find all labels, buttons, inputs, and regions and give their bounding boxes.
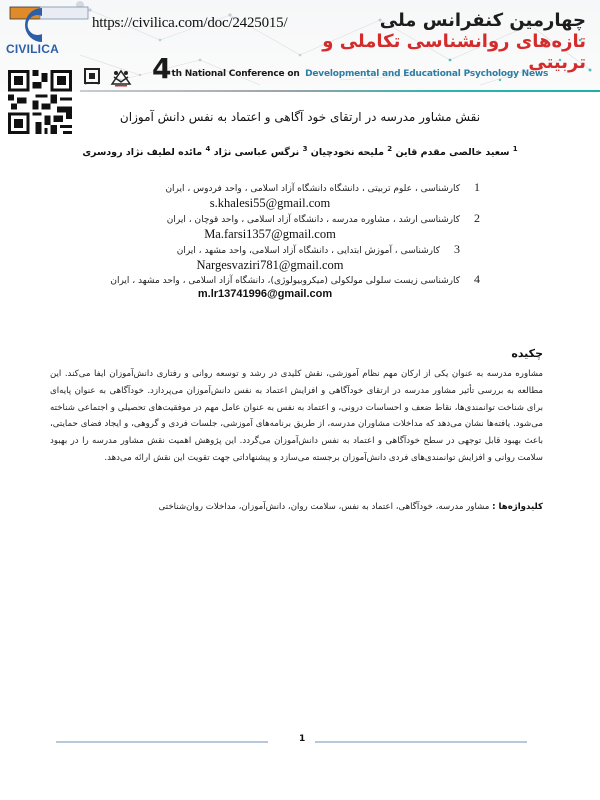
- affiliation-text: کارشناسی زیست سلولی مولکولی (میکروبیولوژی)، دانشگاه آزاد اسلامی ، واحد مشهد ، ایران: [110, 276, 460, 286]
- conference-banner: [0, 0, 600, 92]
- author-index: 1: [512, 145, 518, 153]
- footer-rule-left: [56, 741, 268, 743]
- author-email[interactable]: Ma.farsi1357@gmail.com: [204, 227, 336, 241]
- paper-title: نقش مشاور مدرسه در ارتقای خود آگاهی و اعتماد به نفس دانش آموزان: [119, 110, 481, 124]
- source-url-link[interactable]: https://civilica.com/doc/2425015/: [92, 15, 288, 31]
- qr-code-icon[interactable]: [8, 70, 72, 134]
- affiliation-number: 1: [474, 180, 480, 194]
- banner-divider: [80, 90, 600, 92]
- organizer-logos: [84, 68, 132, 88]
- footer-rule-right: [315, 741, 527, 743]
- affiliation-number: 2: [474, 211, 480, 225]
- author-index: 3: [302, 145, 308, 153]
- affiliation-text: کارشناسی ، آموزش ابتدایی ، دانشگاه آزاد اسلامی، واحد مشهد ، ایران: [176, 246, 440, 256]
- affiliation-number: 3: [454, 242, 460, 256]
- conference-title-en: [152, 54, 548, 89]
- author-name: ملیحه نخودچیان: [310, 147, 384, 159]
- conference-edition-suffix: th National Conference on: [171, 69, 300, 79]
- author-name: سعید خالصی مقدم قاین: [395, 147, 510, 159]
- conference-title-en-highlight: Developmental and Educational Psychology News: [305, 69, 549, 79]
- keywords-text: مشاور مدرسه، خودآگاهی، اعتماد به نفس، سلامت روان، دانش‌آموزان، مداخلات روان‌شناختی: [158, 502, 490, 512]
- abstract-body: مشاوره مدرسه به عنوان یکی از ارکان مهم نظام آموزشی، نقش کلیدی در رشد و توسعه روانی و رفتاری دانش‌آموزان ایفا می‌کند. این مطالعه به بررسی تأثیر مشاور مدرسه در ارتقای خودآگاهی و افزایش اعتماد به نفس دانش‌آموزان می‌پردازد. خودآگاهی به عنوان پایه‌ای برای شناخت توانمندی‌ها، نقاط ضعف و احساسات درونی، و اعتماد به نفس به عنوان عامل مهم در موفقیت‌های تحصیلی و اجتماعی شناخته می‌شود. یافته‌ها نشان می‌دهد که مداخلات مشاوران مدرسه، از طریق برنامه‌های آموزشی، جلسات فردی و گروهی، و ایجاد فضای حمایتی، باعث بهبود قابل توجهی در سطح خودآگاهی و اعتماد به نفس دانش‌آموزان می‌گردد. این پژوهش اهمیت نقش مشاور مدرسه را در بهبود سلامت روانی و افزایش توانمندی‌های فردی دانش‌آموزان برجسته می‌سازد و پیشنهاداتی جهت تقویت این نقش ارائه می‌دهد.: [50, 369, 543, 463]
- keywords-label: کلیدواژه‌ها :: [492, 502, 543, 512]
- affiliation-text: کارشناسی ارشد ، مشاوره مدرسه ، دانشگاه آزاد اسلامی ، واحد قوچان ، ایران: [166, 215, 460, 225]
- affiliation-text: کارشناسی ، علوم تربیتی ، دانشگاه دانشگاه آزاد اسلامی ، واحد فردوس ، ایران: [165, 184, 460, 194]
- author-index: 4: [205, 145, 211, 153]
- author-index: 2: [387, 145, 393, 153]
- affiliation-1: [100, 180, 480, 211]
- author-email[interactable]: s.khalesi55@gmail.com: [209, 196, 331, 210]
- author-list: [0, 145, 600, 158]
- conference-title-fa-prefix: چهارمین کنفرانس ملی: [379, 10, 586, 31]
- page-footer: [56, 734, 488, 748]
- affiliation-number: 4: [474, 272, 480, 286]
- affiliation-2: [100, 211, 480, 242]
- affiliation-4: [90, 272, 480, 300]
- author-email[interactable]: m.lr13741996@gmail.com: [197, 288, 333, 300]
- university-emblem-icon: [84, 68, 100, 86]
- keywords-line: [159, 502, 543, 512]
- organization-emblem-icon: [110, 68, 132, 88]
- affiliation-3: [100, 242, 480, 273]
- conference-edition-number: 4: [152, 52, 172, 85]
- page-number: 1: [299, 734, 306, 744]
- author-name: نرگس عباسی نژاد: [213, 147, 300, 159]
- civilica-logo-text: CIVILICA: [6, 42, 59, 56]
- abstract-heading: چکیده: [511, 347, 543, 360]
- author-name: مائده لطیف نژاد رودسری: [82, 147, 203, 159]
- author-email[interactable]: Nargesvaziri781@gmail.com: [196, 258, 344, 272]
- conference-title-fa-highlight: تازه‌های روانشناسی تکاملی و تربیتی: [322, 31, 586, 73]
